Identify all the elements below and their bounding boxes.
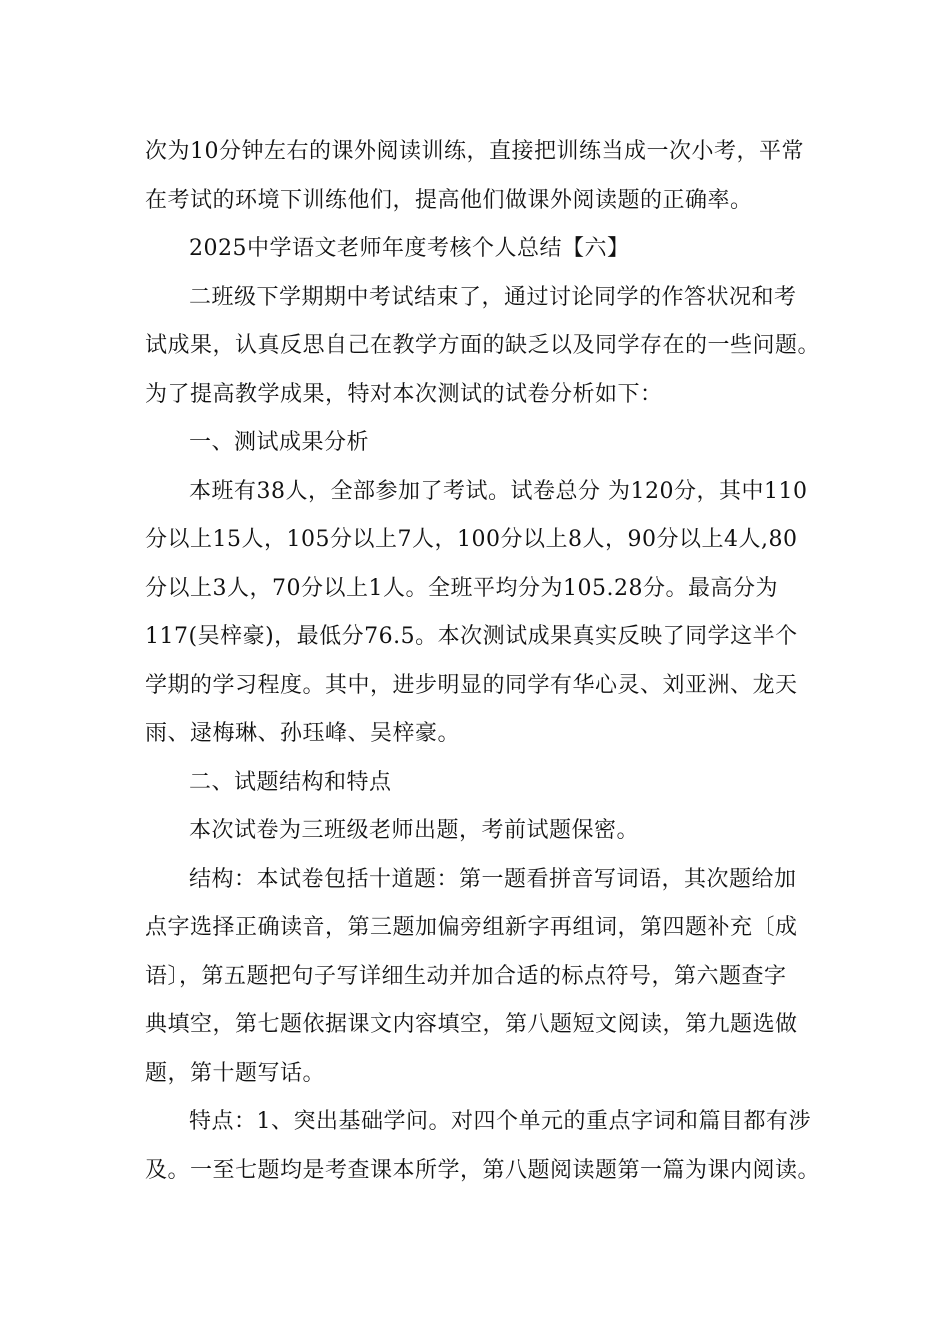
text-line: 为了提高教学成果，特对本次测试的试卷分析如下： xyxy=(145,381,663,407)
paragraph xyxy=(145,225,825,274)
text-line: 二、试题结构和特点 xyxy=(189,769,392,795)
text-line: 分以上15人，105分以上7人，100分以上8人，90分以上4人,80 xyxy=(145,527,798,552)
text-line: 特点：1、突出基础学问。对四个单元的重点字词和篇目都有涉 xyxy=(189,1109,811,1134)
text-line: 本班有38人，全部参加了考试。试卷总分 为120分，其中110 xyxy=(189,478,808,504)
text-line: 本次试卷为三班级老师出题，考前试题保密。 xyxy=(189,818,640,843)
text-line: 点字选择正确读音，第三题加偏旁组新字再组词，第四题补充〔成 xyxy=(145,915,798,940)
text-line: 试成果，认真反思自己在教学方面的缺乏以及同学存在的一些问题。 xyxy=(145,333,821,358)
text-line: 次为10分钟左右的课外阅读训练，直接把训练当成一次小考，平常 xyxy=(145,139,804,164)
paragraph xyxy=(145,128,825,225)
paragraph xyxy=(145,468,825,759)
text-line: 结构：本试卷包括十道题：第一题看拼音写词语，其次题给加 xyxy=(189,866,797,892)
text-line: 分以上3人，70分以上1人。全班平均分为105.28分。最高分为 xyxy=(145,575,778,601)
paragraph xyxy=(145,807,825,856)
text-line: 学期的学习程度。其中，进步明显的同学有华心灵、刘亚洲、龙天 xyxy=(145,672,798,698)
document-page xyxy=(145,128,825,1195)
text-line: 典填空，第七题依据课文内容填空，第八题短文阅读，第九题选做 xyxy=(145,1012,798,1037)
text-line: 及。一至七题均是考查课本所学，第八题阅读题第一篇为课内阅读。 xyxy=(145,1157,821,1183)
text-line: 在考试的环境下训练他们，提高他们做课外阅读题的正确率。 xyxy=(145,187,753,213)
paragraph xyxy=(145,856,825,1099)
text-line: 一、测试成果分析 xyxy=(189,430,370,455)
text-line: 雨、逯梅琳、孙珏峰、吴梓豪。 xyxy=(145,721,461,746)
paragraph xyxy=(145,274,825,420)
text-line: 二班级下学期期中考试结束了，通过讨论同学的作答状况和考 xyxy=(189,284,797,310)
text-line: 2025中学语文老师年度考核个人总结【六】 xyxy=(189,236,630,261)
text-line: 语〕，第五题把句子写详细生动并加合适的标点符号，第六题查字 xyxy=(145,963,787,989)
paragraph xyxy=(145,419,825,468)
text-line: 117(吴梓豪)，最低分76.5。本次测试成果真实反映了同学这半个 xyxy=(145,624,798,649)
paragraph xyxy=(145,759,825,808)
text-line: 题，第十题写话。 xyxy=(145,1060,326,1086)
paragraph xyxy=(145,1098,825,1195)
